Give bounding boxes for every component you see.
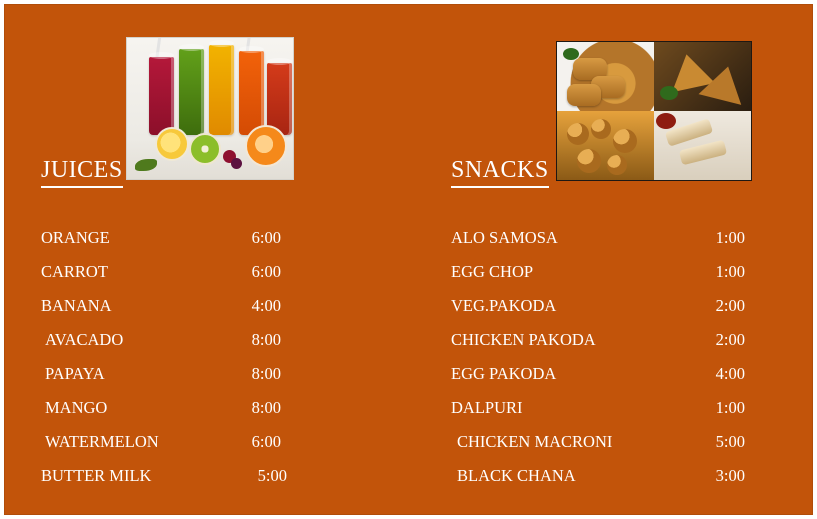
item-price: 1:00	[715, 398, 745, 417]
item-name: BUTTER MILK	[41, 466, 152, 485]
list-item	[451, 363, 751, 397]
item-price: 1:00	[715, 262, 745, 281]
list-item	[451, 465, 751, 499]
item-name: ORANGE	[41, 228, 110, 247]
juice-glasses-photo	[126, 37, 294, 180]
item-name: PAPAYA	[45, 364, 105, 383]
item-name: BLACK CHANA	[457, 466, 576, 485]
lemon-slice	[155, 127, 189, 161]
menu-board	[4, 4, 813, 515]
item-name: VEG.PAKODA	[451, 296, 557, 315]
list-item	[451, 227, 751, 261]
cutlet-plate-photo	[557, 42, 654, 111]
red-sauce	[656, 113, 676, 129]
list-item	[41, 227, 331, 261]
orange-slice	[245, 125, 287, 167]
item-name: BANANA	[41, 296, 112, 315]
list-item	[41, 465, 331, 499]
item-name: EGG CHOP	[451, 262, 534, 281]
snacks-section-heading: SNACKS	[451, 157, 549, 188]
item-price: 8:00	[251, 364, 281, 383]
item-price: 3:00	[715, 466, 745, 485]
item-name: AVACADO	[45, 330, 124, 349]
item-name: EGG PAKODA	[451, 364, 557, 383]
item-price: 6:00	[251, 228, 281, 247]
item-price: 2:00	[715, 296, 745, 315]
pakoda	[613, 129, 637, 153]
item-price: 5:00	[257, 466, 287, 485]
green-chutney	[660, 86, 678, 100]
pakoda	[591, 119, 611, 139]
item-name: CARROT	[41, 262, 108, 281]
item-price: 6:00	[251, 262, 281, 281]
samosa-photo	[654, 42, 751, 111]
item-name: DALPURI	[451, 398, 523, 417]
list-item	[41, 329, 331, 363]
list-item	[41, 363, 331, 397]
spring-roll-photo	[654, 111, 751, 180]
samosa	[699, 61, 750, 105]
list-item	[41, 397, 331, 431]
item-name: ALO SAMOSA	[451, 228, 558, 247]
item-price: 4:00	[715, 364, 745, 383]
pakoda	[577, 149, 601, 173]
juices-list	[41, 227, 331, 499]
item-price: 8:00	[251, 398, 281, 417]
list-item	[451, 397, 751, 431]
list-item	[451, 295, 751, 329]
list-item	[41, 431, 331, 465]
item-price: 1:00	[715, 228, 745, 247]
item-name: WATERMELON	[45, 432, 159, 451]
pakoda-photo	[557, 111, 654, 180]
kiwi-slice	[189, 133, 221, 165]
juices-section-heading: JUICES	[41, 157, 123, 188]
item-price: 4:00	[251, 296, 281, 315]
list-item	[451, 431, 751, 465]
list-item	[41, 295, 331, 329]
juice-glass	[239, 51, 264, 135]
item-price: 8:00	[251, 330, 281, 349]
item-name: MANGO	[45, 398, 108, 417]
pakoda	[607, 155, 627, 175]
juice-glass	[179, 49, 204, 135]
cutlet	[567, 84, 601, 106]
item-price: 5:00	[715, 432, 745, 451]
item-name: CHICKEN PAKODA	[451, 330, 596, 349]
snacks-list	[451, 227, 751, 499]
item-name: CHICKEN MACRONI	[457, 432, 613, 451]
juice-glass	[149, 57, 174, 135]
list-item	[451, 329, 751, 363]
juice-glass	[209, 45, 234, 135]
item-price: 2:00	[715, 330, 745, 349]
pakoda	[567, 123, 589, 145]
list-item	[451, 261, 751, 295]
berry	[231, 158, 242, 169]
green-chutney	[563, 48, 579, 60]
list-item	[41, 261, 331, 295]
spring-roll	[679, 140, 727, 166]
item-price: 6:00	[251, 432, 281, 451]
snacks-collage-photo	[556, 41, 752, 181]
juice-glass	[267, 63, 292, 135]
